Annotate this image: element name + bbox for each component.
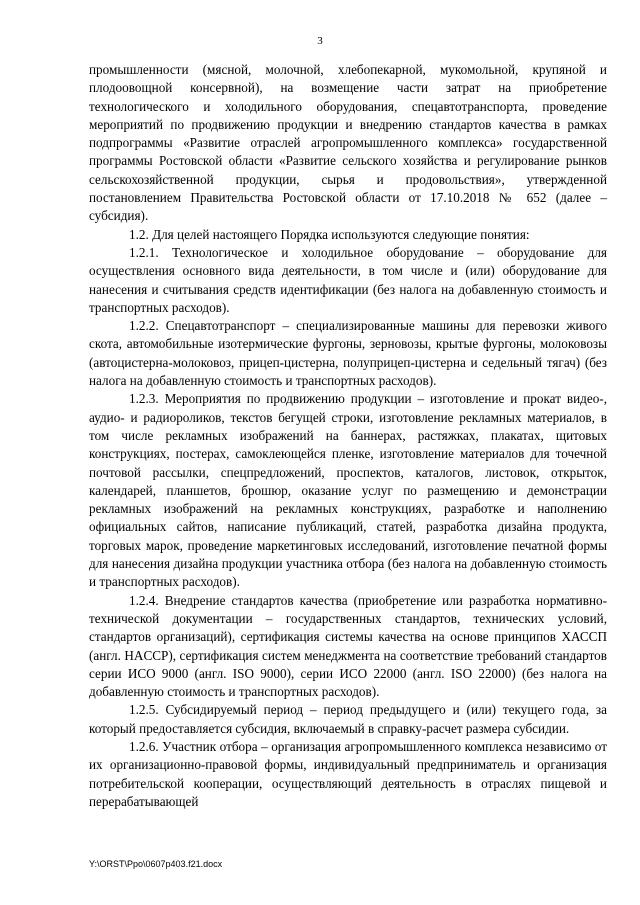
paragraph-1-2-6: 1.2.6. Участник отбора – организация агропромышленного комплекса независимо от их организационно-правовой формы, индивидуальный предприниматель и организация потребительской кооперации, осуществляющий деятельность в отраслях пищевой и перерабатывающей [89,738,607,809]
paragraph-1-2: 1.2. Для целей настоящего Порядка используются следующие понятия: [129,226,530,242]
paragraph-1-2-5: 1.2.5. Субсидируемый период – период предыдущего и (или) текущего года, за который предоставляется субсидия, включаемый в справку-расчет размера субсидии. [89,702,607,736]
paragraph-continuation: промышленности (мясной, молочной, хлебопекарной, мукомольной, крупяной и плодоовощной консервной), на возмещение части затрат на приобретение технологического и холодильного оборудования, спецавтотранспорта, проведение мероприятий по продвижению продукции и внедрению стандартов качества в рамках подпрограммы «Развитие отраслей агропромышленного комплекса» государственной программы Ростовской области «Развитие сельского хозяйства и регулирование рынков сельскохозяйственной продукции, сырья и продовольствия», утвержденной постановлением Правительства Ростовской области от 17.10.2018 № 652 (далее – субсидия). [89,62,607,224]
paragraph-1-2-1: 1.2.1. Технологическое и холодильное оборудование – оборудование для осуществления основного вида деятельности, в том числе и (или) оборудование для нанесения и считывания средств идентификации (без налога на добавленную стоимость и транспортных расходов). [89,244,607,315]
paragraph-1-2-2: 1.2.2. Спецавтотранспорт – специализированные машины для перевозки живого скота, автомобильные изотермические фургоны, зерновозы, крытые фургоны, молоковозы (автоцистерна-молоковоз, прицеп-цистерна, полуприцеп-цистерна и седельный тягач) (без налога на добавленную стоимость и транспортных расходов). [89,318,607,389]
document-body [89,61,607,811]
paragraph-1-2-4: 1.2.4. Внедрение стандартов качества (приобретение или разработка нормативно-технической документации – государственных стандартов, технических условий, стандартов организаций), сертификация системы качества на основе принципов ХАССП (англ. HACCP), сертификация систем менеджмента на соответствие требований стандартов серии ИСО 9000 (англ. ISO 9000), серии ИСО 22000 (англ. ISO 22000) (без налога на добавленную стоимость и транспортных расходов). [89,592,607,700]
paragraph-1-2-3: 1.2.3. Мероприятия по продвижению продукции – изготовление и прокат видео-, аудио- и радиороликов, текстов бегущей строки, изготовление рекламных материалов, в том числе рекламных изображений на баннерах, растяжках, плакатах, щитовых конструкциях, постерах, самоклеющейся пленке, изготовление материалов для точечной почтовой рассылки, спецпредложений, проспектов, каталогов, листовок, открыток, календарей, планшетов, брошюр, оказание услуг по размещению и демонстрации рекламных изображений на рекламных конструкциях, разработке и наполнению официальных сайтов, написание публикаций, статей, разработка дизайна продукта, торговых марок, проведение маркетинговых исследований, изготовление печатной формы для нанесения дизайна продукции участника отбора (без налога на добавленную стоимость и транспортных расходов). [89,391,607,590]
footer-file-path: Y:\ORST\Ppo\0607p403.f21.docx [89,859,223,869]
page-number: 3 [317,35,323,47]
